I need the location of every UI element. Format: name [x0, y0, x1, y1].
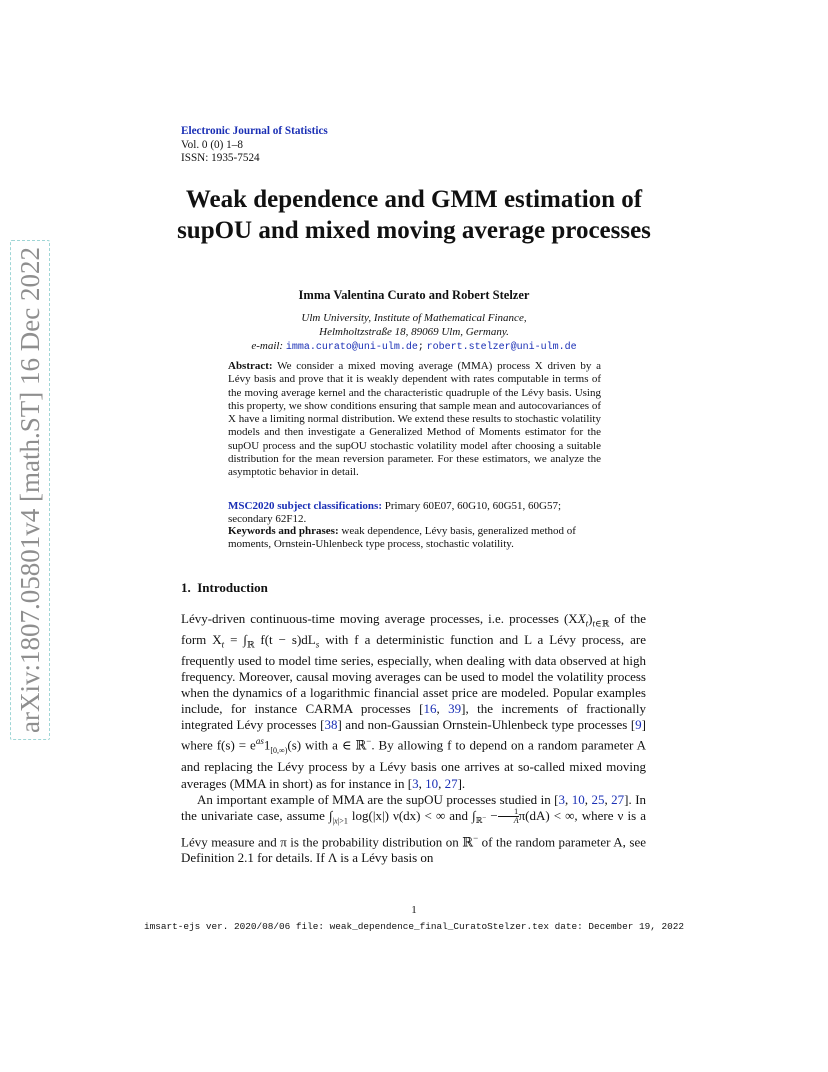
citation-3b[interactable]: 3	[558, 791, 566, 807]
citation-39[interactable]: 39	[448, 700, 462, 716]
citation-38[interactable]: 38	[324, 717, 338, 733]
section-number: 1.	[181, 580, 191, 595]
p1-text-b: )	[588, 611, 593, 626]
arxiv-stamp	[10, 240, 50, 740]
journal-header	[181, 125, 328, 166]
email-label: e-mail:	[251, 340, 284, 352]
section-title: Introduction	[197, 580, 268, 595]
citation-10b[interactable]: 10	[571, 791, 585, 807]
email-separator: ;	[417, 342, 424, 353]
p2-text-e: π(dA) < ∞, where ν is a Lévy measure and π is the probability distribution on ℝ	[181, 807, 646, 849]
p1-text-c: of the form X	[181, 611, 646, 647]
citation-27b[interactable]: 27	[611, 791, 625, 807]
abstract-text: We consider a mixed moving average (MMA) process X driven by a Lévy basis and prove that it is weakly dependent with rates computable in terms of the moving average kernel and the characteristic quadruple of the Lévy basis. Using this property, we show conditions ensuring that sample mean and autocovariances of X have a limiting normal distribution. We extend these results to stochastic volatility models and then investigate a Generalized Method of Moments estimator for the supOU process and the supOU stochastic volatility model after choosing a suitable distribution for the mean reversion parameter. For these estimators, we analyze the asymptotic behavior in detail.	[228, 360, 601, 479]
paper-authors: Imma Valentina Curato and Robert Stelzer	[298, 288, 530, 302]
email-link-curato[interactable]: imma.curato@uni-ulm.de	[285, 342, 418, 353]
p1-text-j: 1	[263, 737, 271, 753]
citation-25[interactable]: 25	[591, 791, 605, 807]
abstract	[228, 360, 601, 480]
p1-text-f: with f a deterministic function and L a Lévy process, are frequently used to model time series, especially, when dealing with data observed at high frequency. Moreover, causal moving averages can be used to model the volatility process when the dynamics of a logarithmic financial asset price are modeled. Popular examples include, for instance CARMA processes [	[181, 631, 646, 716]
p1-text-g: ], the increments of fractionally integrated Lévy processes [	[181, 700, 646, 733]
keywords	[228, 525, 608, 552]
msc-label[interactable]: MSC2020 subject classifications:	[228, 500, 382, 512]
paragraph-1: Lévy-driven continuous-time moving average processes, i.e. processes $(XX_t)_{t\in ℝ}$ of the form $X_t = \int_ℝ$ $f(t - s)dL_s$ with f a deterministic function and L a Lévy process, are frequently used to model time series, especially, when dealing with data observed at high frequency. Moreover, causal moving averages can be used to model the volatility process when the dynamics of a logarithmic financial asset price are modeled. Popular examples include, for instance CARMA processes [16, 39], the increments of fractionally integrated Lévy processes [38] and non-Gaussian Ornstein-Uhlenbeck type processes [9] where $f(s) = e^{as}1_{[0,\infty)}(s)$ with a ∈ ℝ−. By allowing f to depend on a random parameter A and replacing the Lévy process by a Lévy basis one arrives at so-called mixed moving averages (MMA in short) as for instance in [3, 10, 27].	[181, 611, 646, 791]
p1-text-k: (s) with a ∈ ℝ	[287, 737, 367, 753]
p1-text-d: = ∫	[224, 631, 247, 647]
citation-16[interactable]: 16	[423, 700, 437, 716]
citation-27[interactable]: 27	[444, 775, 458, 791]
p2-text-a: An important example of MMA are the supOU processes studied in [	[197, 791, 559, 807]
p2-text-b: ]. In the univariate case, assume ∫	[181, 791, 647, 823]
msc-classifications	[228, 500, 608, 527]
p1-text-l: . By allowing f to depend on a random parameter A and replacing the Lévy process by a Lévy basis one arrives at so-called mixed moving averages (MMA in short) as for instance in [	[181, 737, 646, 791]
p2-text-c: log(|x|) ν(dx) < ∞ and ∫	[347, 807, 476, 823]
citation-9[interactable]: 9	[635, 717, 642, 733]
p1-text-i: ] where f(s) = e	[181, 717, 646, 753]
affiliation-line-2: Helmholtzstraße 18, 89069 Ulm, Germany.	[319, 326, 509, 338]
arxiv-stamp-text: arXiv:1807.05801v4 [math.ST] 16 Dec 2022	[15, 247, 45, 733]
email-link-stelzer[interactable]: robert.stelzer@uni-ulm.de	[426, 342, 577, 353]
journal-issn: ISSN: 1935-7524	[181, 152, 260, 164]
page-number: 1	[411, 904, 417, 916]
keywords-label: Keywords and phrases:	[228, 525, 339, 537]
p1-text-a: Lévy-driven continuous-time moving average processes, i.e. processes (X	[181, 611, 578, 626]
p2-text-d: −	[486, 807, 498, 823]
journal-name[interactable]: Electronic Journal of Statistics	[181, 125, 328, 137]
affiliation-line-1: Ulm University, Institute of Mathematical Finance,	[301, 312, 527, 324]
affiliation	[160, 311, 668, 355]
body-text	[181, 611, 646, 866]
p2-text-f: of the random parameter A, see Definition 2.1 for details. If Λ is a Lévy basis on	[181, 833, 646, 866]
abstract-label: Abstract:	[228, 360, 273, 372]
journal-volume: Vol. 0 (0) 1–8	[181, 138, 243, 151]
email-line	[160, 339, 668, 355]
keywords-text: weak dependence, Lévy basis, generalized method of moments, Ornstein-Uhlenbeck type process, stochastic volatility.	[228, 525, 576, 551]
p1-text-m: ].	[457, 775, 466, 791]
footer-metadata: imsart-ejs ver. 2020/08/06 file: weak_dependence_final_CuratoStelzer.tex date: December 19, 2022	[143, 921, 685, 932]
p1-text-e: f(t − s)dL	[254, 631, 316, 647]
paper-title: Weak dependence and GMM estimation of supOU and mixed moving average processes	[177, 186, 651, 244]
msc-text: Primary 60E07, 60G10, 60G51, 60G57; secondary 62F12.	[228, 500, 562, 526]
p1-text-h: ] and non-Gaussian Ornstein-Uhlenbeck type processes [	[337, 717, 636, 733]
citation-3[interactable]: 3	[412, 775, 419, 791]
section-heading-introduction	[181, 580, 268, 596]
citation-10[interactable]: 10	[425, 775, 439, 791]
paragraph-2: An important example of MMA are the supOU processes studied in [3, 10, 25, 27]. In the univariate case, assume $\int_{|x|>1}$ log(|x|) ν(dx) < ∞ and $\int_{ℝ^-}$ − $\frac{1}{A}$ π(dA) < ∞, where ν is a Lévy measure and π is the probability distribution on ℝ− of the random parameter A, see Definition 2.1 for details. If Λ is a Lévy basis on	[181, 791, 647, 866]
